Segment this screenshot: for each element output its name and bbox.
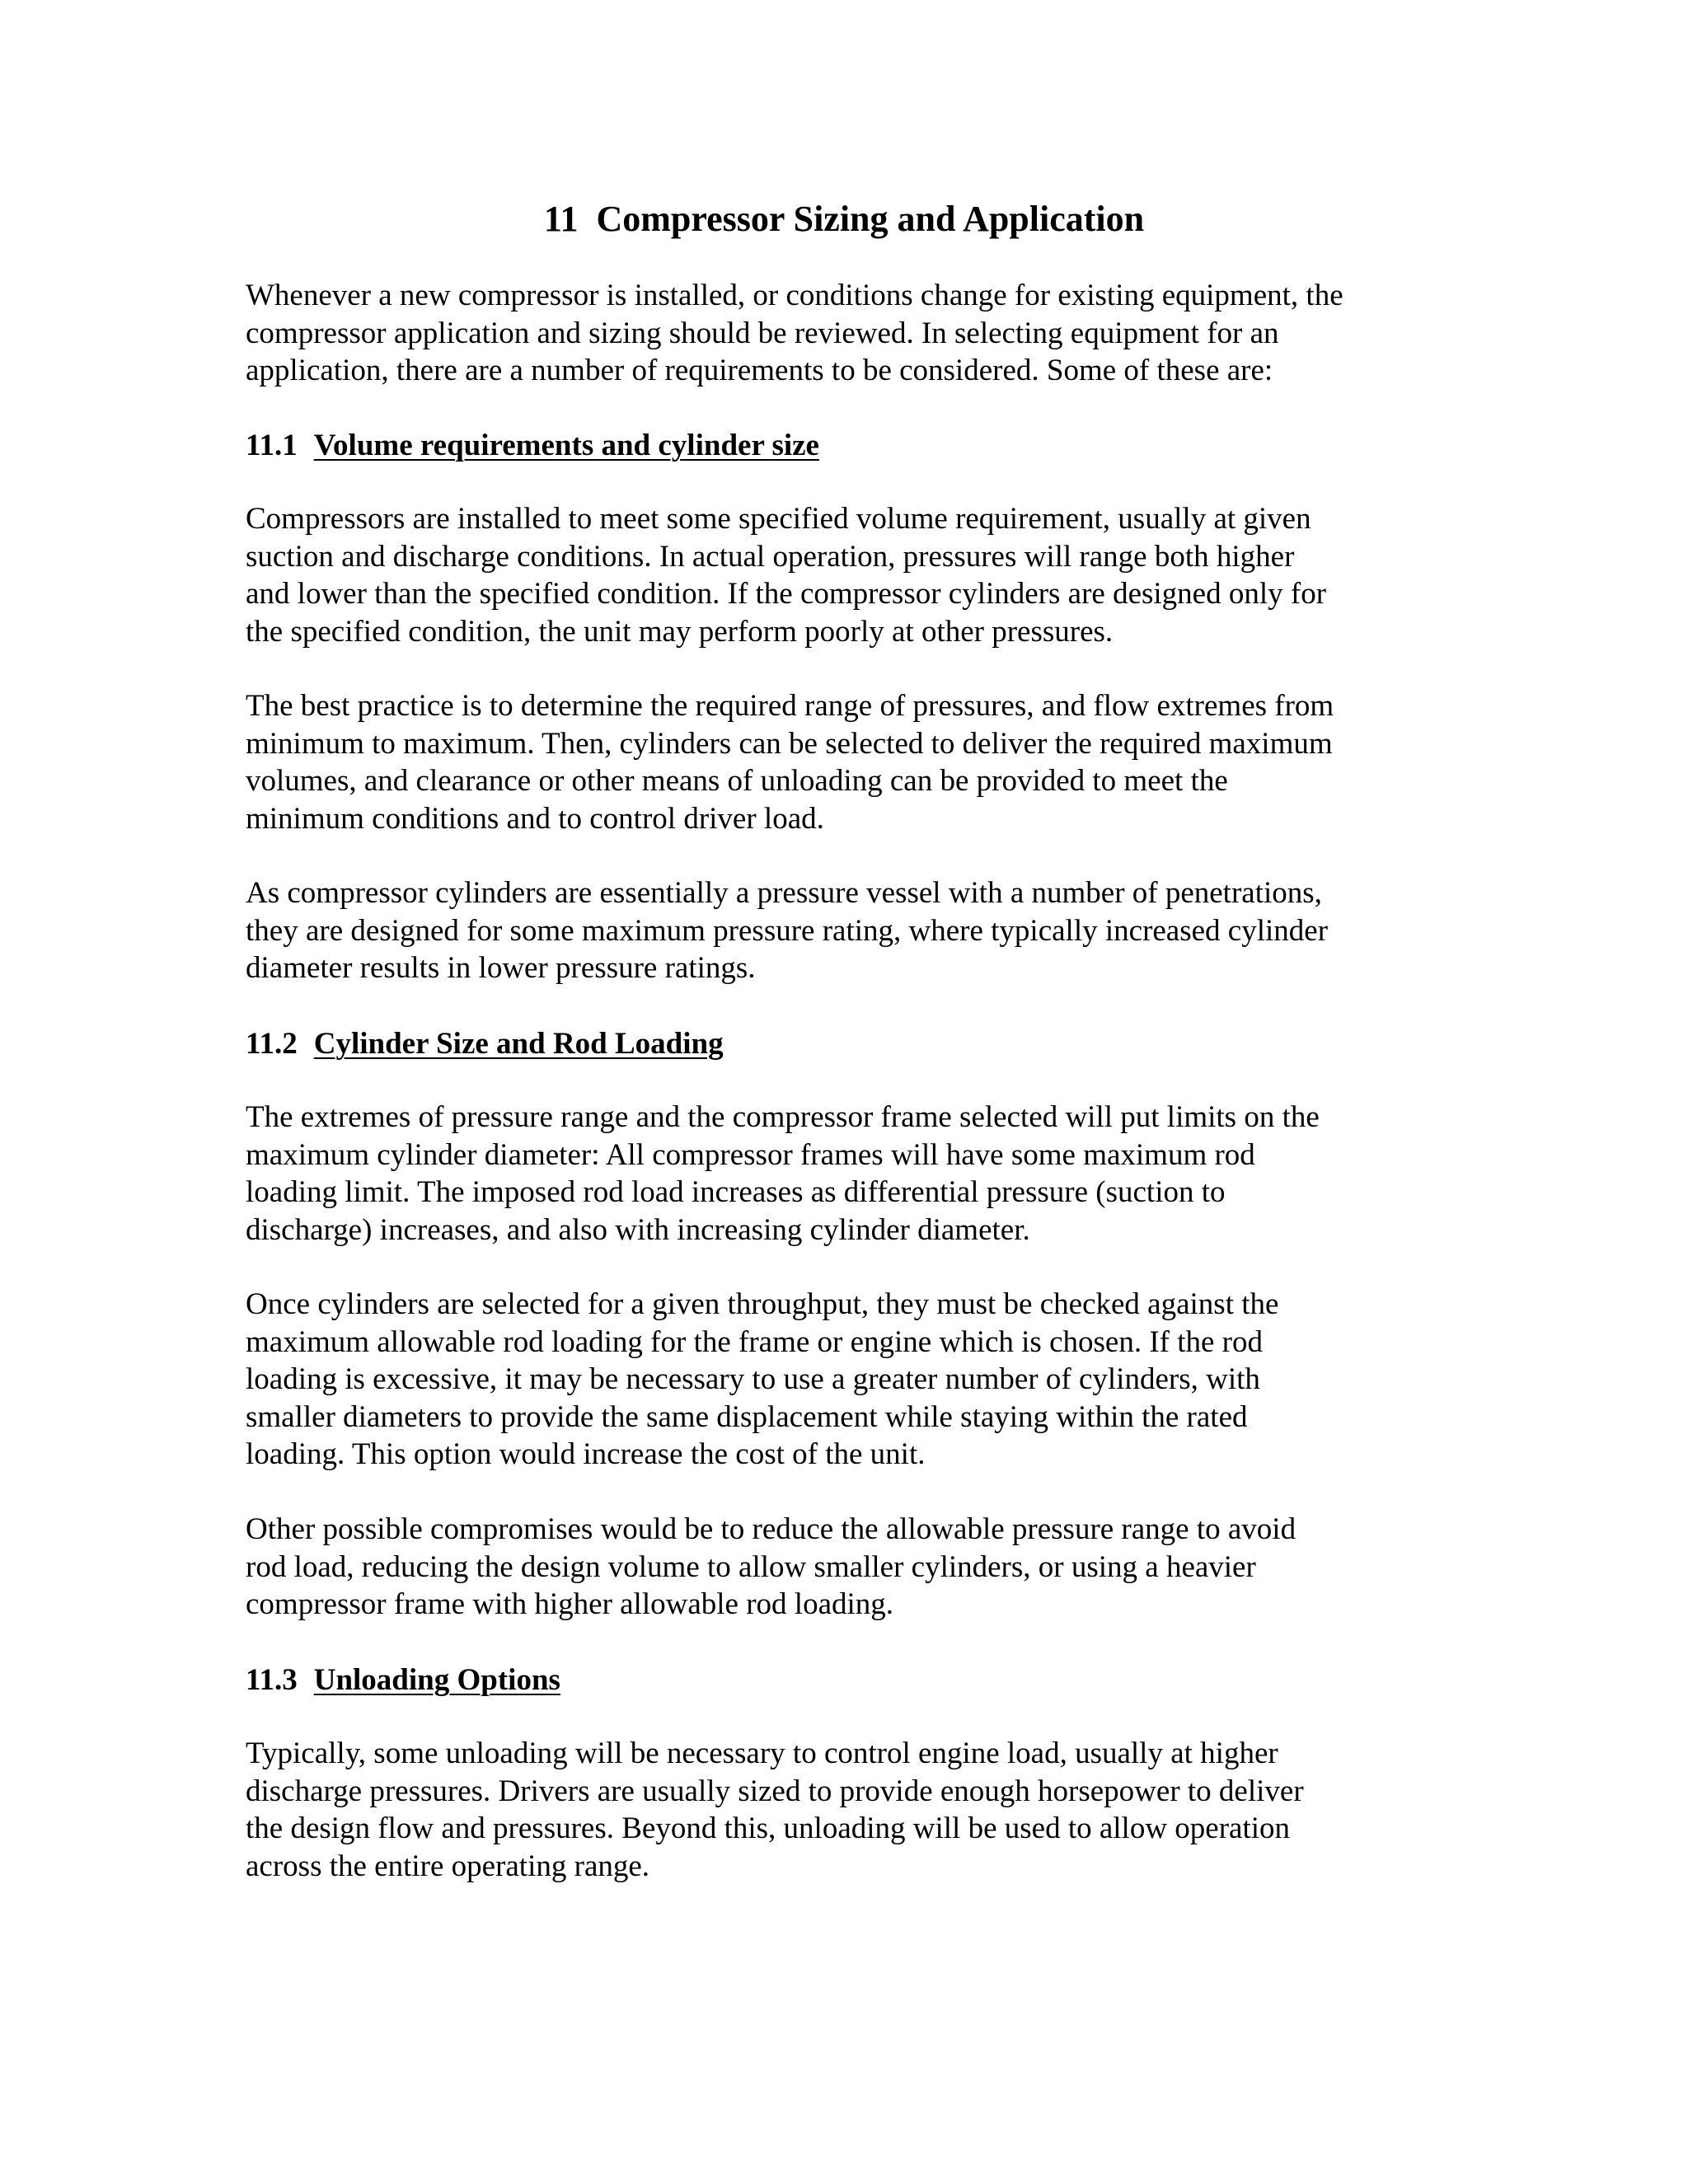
section-number: 11.2	[246, 1027, 298, 1061]
section-title: Unloading Options	[313, 1663, 560, 1697]
section-heading-11-1	[246, 427, 819, 465]
text-line: Whenever a new compressor is installed, or conditions change for existing equipment, the	[246, 279, 1343, 312]
text-line: The extremes of pressure range and the compressor frame selected will put limits on the	[246, 1100, 1320, 1134]
text-line: volumes, and clearance or other means of unloading can be provided to meet the	[246, 764, 1228, 798]
intro-paragraph	[246, 277, 1465, 390]
section-heading-11-2	[246, 1025, 724, 1063]
paragraph	[246, 1511, 1465, 1624]
text-line: rod load, reducing the design volume to allow smaller cylinders, or using a heavier	[246, 1549, 1256, 1584]
text-line: loading. This option would increase the cost of the unit.	[246, 1437, 926, 1471]
text-line: Once cylinders are selected for a given throughput, they must be checked against the	[246, 1287, 1279, 1321]
paragraph	[246, 500, 1465, 650]
paragraph	[246, 874, 1465, 987]
text-line: Compressors are installed to meet some specified volume requirement, usually at given	[246, 502, 1311, 536]
text-line: and lower than the specified condition. If the compressor cylinders are designed only for	[246, 577, 1327, 611]
text-line: discharge) increases, and also with increasing cylinder diameter.	[246, 1212, 1030, 1247]
paragraph	[246, 1286, 1465, 1474]
text-line: suction and discharge conditions. In actual operation, pressures will range both higher	[246, 539, 1295, 574]
text-line: the specified condition, the unit may perform poorly at other pressures.	[246, 614, 1114, 649]
text-line: The best practice is to determine the required range of pressures, and flow extremes from	[246, 689, 1334, 723]
text-line: maximum cylinder diameter: All compressor frames will have some maximum rod	[246, 1137, 1255, 1172]
text-line: the design flow and pressures. Beyond this, unloading will be used to allow operation	[246, 1811, 1291, 1845]
paragraph	[246, 1099, 1465, 1249]
text-line: maximum allowable rod loading for the frame or engine which is chosen. If the rod	[246, 1324, 1263, 1359]
section-number: 11.1	[246, 429, 298, 462]
text-line: Typically, some unloading will be necessary to control engine load, usually at higher	[246, 1736, 1278, 1770]
text-line: compressor frame with higher allowable rod loading.	[246, 1587, 894, 1621]
text-line: smaller diameters to provide the same displacement while staying within the rated	[246, 1399, 1248, 1434]
page-title	[0, 196, 1688, 242]
text-line: minimum to maximum. Then, cylinders can be selected to deliver the required maximum	[246, 726, 1333, 761]
text-line: loading is excessive, it may be necessary to use a greater number of cylinders, with	[246, 1362, 1260, 1396]
text-line: diameter results in lower pressure ratings.	[246, 951, 756, 985]
text-line: Other possible compromises would be to reduce the allowable pressure range to avoid	[246, 1512, 1296, 1546]
chapter-number: 11	[543, 199, 579, 239]
paragraph	[246, 687, 1465, 837]
text-line: application, there are a number of requirements to be considered. Some of these are:	[246, 354, 1273, 387]
text-line: across the entire operating range.	[246, 1849, 650, 1883]
section-title: Cylinder Size and Rod Loading	[313, 1027, 724, 1061]
text-line: discharge pressures. Drivers are usually sized to provide enough horsepower to deliver	[246, 1774, 1304, 1808]
chapter-title: Compressor Sizing and Application	[596, 199, 1145, 239]
text-line: compressor application and sizing should be reviewed. In selecting equipment for an	[246, 316, 1279, 350]
text-line: loading limit. The imposed rod load increases as differential pressure (suction to	[246, 1175, 1226, 1209]
text-line: they are designed for some maximum pressure rating, where typically increased cylinder	[246, 913, 1329, 948]
section-heading-11-3	[246, 1661, 560, 1699]
paragraph	[246, 1735, 1465, 1885]
section-title: Volume requirements and cylinder size	[313, 429, 819, 462]
section-number: 11.3	[246, 1663, 298, 1697]
text-line: minimum conditions and to control driver load.	[246, 801, 824, 836]
text-line: As compressor cylinders are essentially a pressure vessel with a number of penetrations,	[246, 876, 1322, 910]
